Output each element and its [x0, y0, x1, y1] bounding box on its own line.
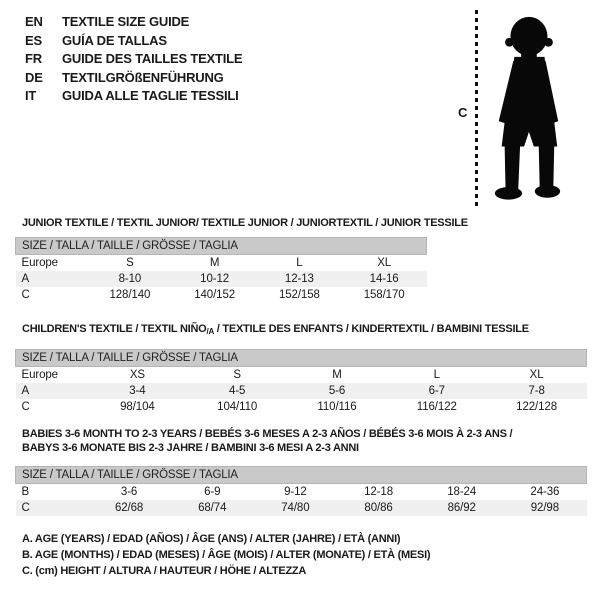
legend-notes: [22, 531, 430, 579]
table-row: [16, 383, 587, 399]
lang-code: IT: [25, 88, 37, 103]
cell: 12-13: [284, 273, 314, 285]
cell: S: [233, 369, 241, 381]
size-header-bar: SIZE / TALLA / TAILLE / GRÖSSE / TAGLIA: [16, 467, 587, 484]
cell: 9-12: [284, 486, 307, 498]
lang-row-fr: [25, 50, 242, 69]
cell: 5-6: [328, 385, 346, 397]
size-header-bar: SIZE / TALLA / TAILLE / GRÖSSE / TAGLIA: [16, 238, 427, 255]
cell: 14-16: [369, 273, 399, 285]
cell: 3-6: [120, 486, 138, 498]
cell: 68/74: [198, 502, 227, 514]
cell: XS: [129, 369, 145, 381]
cell: 12-18: [364, 486, 393, 498]
row-label: Europe: [21, 369, 58, 381]
children-size-table: [15, 349, 587, 415]
cell: L: [296, 257, 303, 269]
table-row: [16, 367, 587, 384]
table-row: [16, 399, 587, 415]
row-label: C: [21, 401, 30, 413]
cell: M: [209, 257, 220, 269]
babies-size-table: [15, 466, 587, 516]
title-part: / TEXTILE DES ENFANTS / KINDERTEXTIL / BAMBINI TESSILE: [213, 323, 529, 335]
cell: 86/92: [447, 502, 476, 514]
size-guide-content: [15, 216, 587, 516]
lang-row-en: [25, 13, 242, 32]
cell: 24-36: [530, 486, 560, 498]
note-b: B. AGE (MONTHS) / EDAD (MESES) / ÂGE (MOIS) / ALTER (MONATE) / ETÀ (MESI): [22, 549, 431, 561]
lang-code: ES: [25, 32, 42, 48]
table-row: [16, 287, 427, 303]
lang-row-it: [25, 87, 242, 106]
table-row: [16, 484, 587, 501]
row-label: C: [21, 289, 30, 301]
height-measure-line: [475, 10, 478, 207]
toddler-silhouette-icon: [487, 12, 567, 205]
section-title-junior: JUNIOR TEXTILE / TEXTIL JUNIOR/ TEXTILE JUNIOR / JUNIORTEXTIL / JUNIOR TESSILE: [22, 217, 468, 229]
lang-code: FR: [25, 51, 42, 66]
cell: 6-9: [204, 486, 221, 498]
row-label: C: [21, 502, 30, 514]
height-marker-label: C: [458, 105, 468, 120]
row-label: A: [21, 273, 30, 285]
cell: 8-10: [118, 273, 142, 285]
cell: 92/98: [530, 502, 560, 514]
cell: 7-8: [528, 385, 545, 397]
lang-label: TEXTILE SIZE GUIDE: [62, 14, 190, 29]
size-header-bar: SIZE / TALLA / TAILLE / GRÖSSE / TAGLIA: [16, 350, 587, 367]
title-line: BABIES 3-6 MONTH TO 2-3 YEARS / BEBÉS 3-6 MESES A 2-3 AÑOS / BÉBÉS 3-6 MOIS À 2-3 ANS /: [22, 428, 513, 440]
cell: 18-24: [447, 486, 477, 498]
table-row: [16, 500, 587, 516]
row-label: B: [21, 486, 30, 498]
section-title-babies: [22, 427, 587, 455]
cell: 74/80: [281, 502, 310, 514]
cell: S: [126, 257, 134, 269]
lang-label: GUÍA DE TALLAS: [62, 32, 167, 48]
height-figure: [450, 5, 596, 207]
cell: 3-4: [129, 385, 146, 397]
note-a: A. AGE (YEARS) / EDAD (AÑOS) / ÂGE (ANS) / ALTER (JAHRE) / ETÀ (ANNI): [22, 533, 401, 545]
cell: 158/170: [363, 289, 405, 301]
lang-label: GUIDE DES TAILLES TEXTILE: [62, 51, 243, 66]
cell: 122/128: [516, 401, 558, 413]
cell: 80/86: [364, 502, 393, 514]
lang-label: TEXTILGRÖßENFÜHRUNG: [62, 69, 224, 85]
lang-code: DE: [25, 69, 43, 85]
cell: XL: [529, 369, 544, 381]
lang-row-es: [25, 32, 242, 51]
cell: M: [332, 369, 342, 381]
cell: 4-5: [229, 385, 246, 397]
cell: 104/110: [217, 401, 258, 413]
cell: 6-7: [428, 385, 445, 397]
cell: 116/122: [416, 401, 457, 413]
cell: L: [433, 369, 440, 381]
cell: 140/152: [194, 289, 236, 301]
cell: 98/104: [120, 401, 155, 413]
title-part: CHILDREN'S TEXTILE / TEXTIL NIÑO: [22, 323, 207, 335]
lang-label: GUIDA ALLE TAGLIE TESSILI: [62, 88, 239, 103]
title-sub: /A: [206, 327, 214, 336]
title-line: BABYS 3-6 MONATE BIS 2-3 JAHRE / BAMBINI 3-6 MESI A 2-3 ANNI: [22, 442, 359, 454]
language-header: [25, 13, 242, 106]
cell: 62/68: [114, 502, 144, 514]
row-label: Europe: [21, 257, 58, 269]
row-label: A: [21, 385, 30, 397]
table-row: [16, 255, 427, 272]
table-row: [16, 271, 427, 287]
cell: 10-12: [200, 273, 230, 285]
cell: 152/158: [278, 289, 320, 301]
lang-code: EN: [25, 14, 43, 29]
cell: 128/140: [109, 289, 151, 301]
lang-row-de: [25, 69, 242, 88]
cell: 110/116: [317, 401, 357, 413]
cell: XL: [377, 257, 392, 269]
section-title-children: [22, 322, 587, 337]
note-c: C. (cm) HEIGHT / ALTURA / HAUTEUR / HÖHE / ALTEZZA: [22, 565, 307, 577]
junior-size-table: [15, 237, 427, 303]
